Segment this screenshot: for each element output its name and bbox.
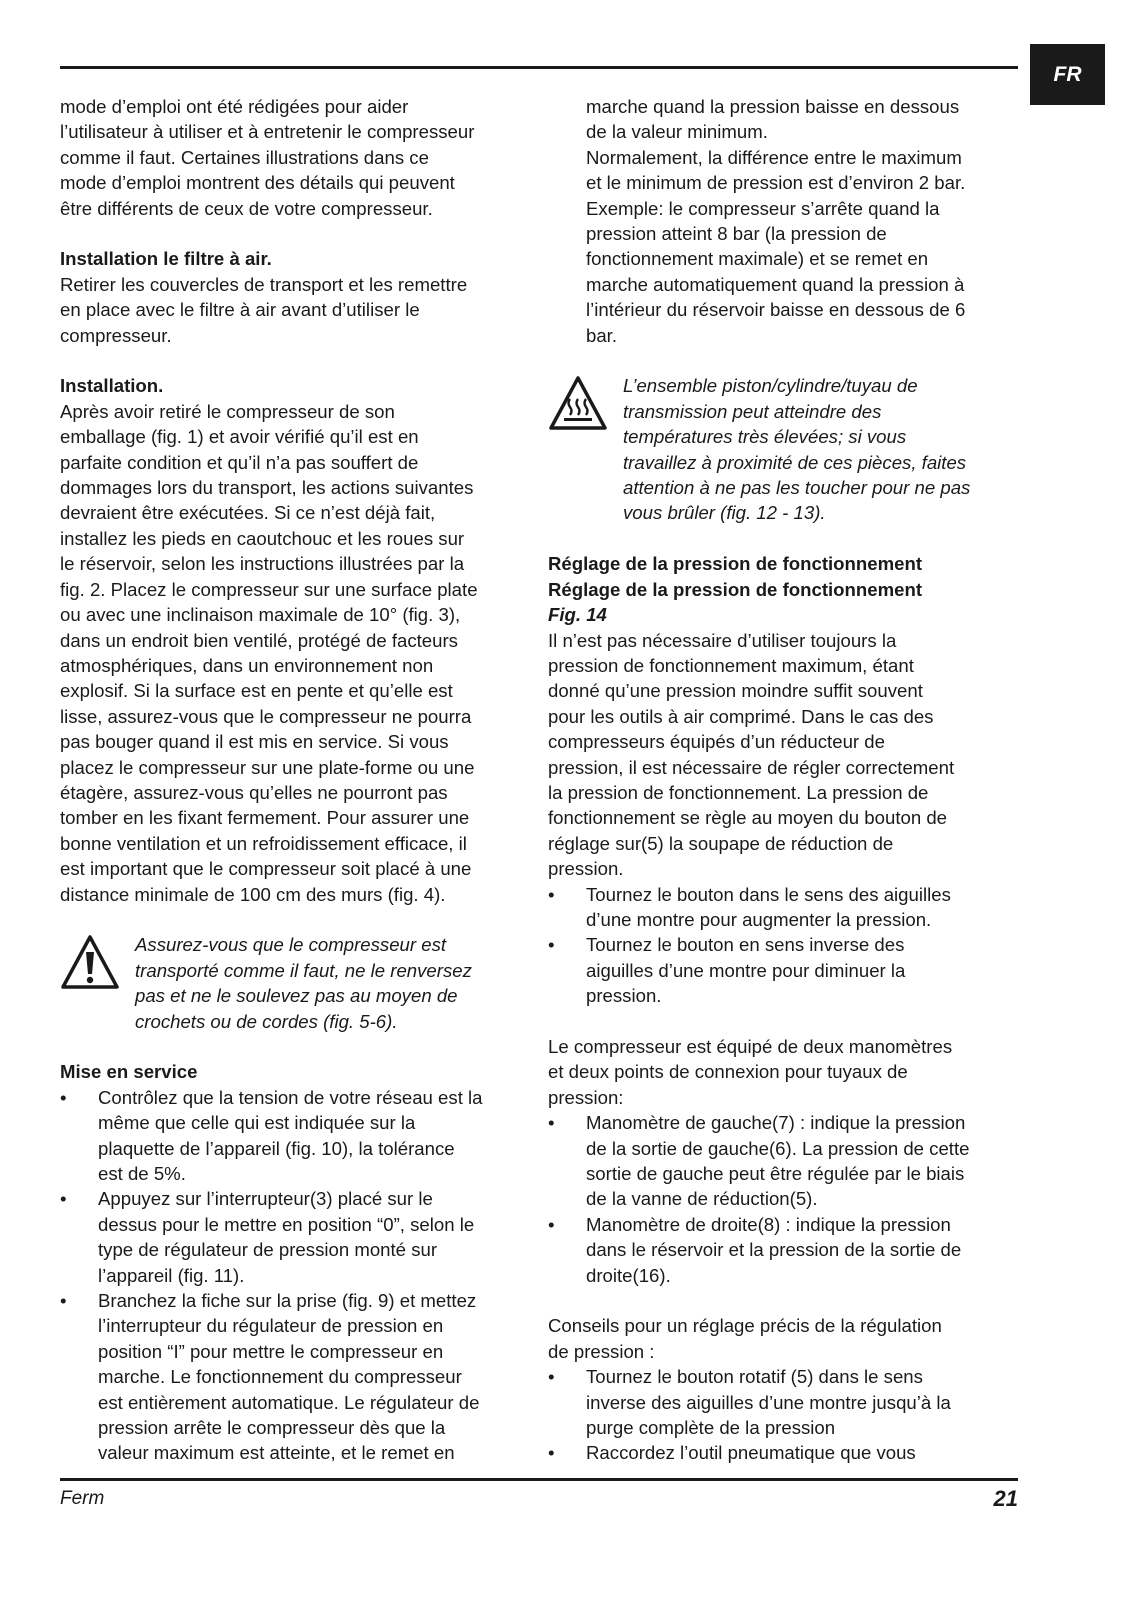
text-line: emballage (fig. 1) et avoir vérifié qu’il est en: [60, 426, 419, 448]
warning-icon: [60, 934, 120, 996]
text-line: Raccordez l’outil pneumatique que vous: [586, 1442, 916, 1464]
text-line: Assurez-vous que le compresseur est: [135, 934, 447, 956]
text-line: pour les outils à air comprimé. Dans le cas des: [548, 705, 934, 727]
text-line: crochets ou de cordes (fig. 5-6).: [135, 1010, 398, 1032]
text-line: pression arrête le compresseur dès que la: [98, 1417, 446, 1439]
transport-warning: [60, 932, 530, 1034]
text-line: tomber en les fixant fermement. Pour assurer une: [60, 807, 470, 829]
text-line: L’ensemble piston/cylindre/tuyau de: [623, 375, 918, 397]
text-line: marche. Le fonctionnement du compresseur: [98, 1366, 462, 1388]
text-line: Conseils pour un réglage précis de la régulation: [548, 1315, 942, 1337]
list-item: [548, 1364, 1018, 1440]
figure-reference: Fig. 14: [548, 604, 607, 626]
text-line: marche automatiquement quand la pression à: [586, 273, 965, 295]
text-line: Branchez la fiche sur la prise (fig. 9) et mettez: [98, 1290, 477, 1312]
page-number: 21: [993, 1486, 1018, 1511]
text-line: Retirer les couvercles de transport et les remettre: [60, 273, 468, 295]
text-line: Manomètre de droite(8) : indique la pression: [586, 1213, 951, 1235]
text-line: l’appareil (fig. 11).: [98, 1264, 245, 1286]
text-line: bonne ventilation et un refroidissement efficace, il: [60, 832, 467, 854]
text-line: de la vanne de réduction(5).: [586, 1188, 818, 1210]
air-filter-heading: Installation le filtre à air.: [60, 248, 272, 270]
text-line: Normalement, la différence entre le maximum: [586, 146, 962, 168]
text-line: aiguilles d’une montre pour diminuer la: [586, 959, 906, 981]
text-line: mode d’emploi montrent des détails qui peuvent: [60, 172, 455, 194]
text-line: Tournez le bouton rotatif (5) dans le sens: [586, 1366, 923, 1388]
text-line: compresseurs équipés d’un réducteur de: [548, 731, 885, 753]
bullet-marker: •: [548, 1112, 555, 1134]
text-line: pression de fonctionnement maximum, étant: [548, 654, 914, 676]
text-line: attention à ne pas les toucher pour ne pas: [623, 477, 971, 499]
text-line: pression.: [548, 858, 624, 880]
text-line: compresseur.: [60, 324, 172, 346]
list-item: [548, 1212, 1018, 1288]
text-line: Après avoir retiré le compresseur de son: [60, 400, 395, 422]
text-line: droite(16).: [586, 1264, 671, 1286]
text-line: position “I” pour mettre le compresseur en: [98, 1340, 444, 1362]
text-line: transmission peut atteindre des: [623, 400, 882, 422]
text-line: Le compresseur est équipé de deux manomètres: [548, 1035, 953, 1057]
header-rule: [60, 66, 1018, 69]
text-line: atmosphériques, dans un environnement non: [60, 654, 434, 676]
bullet-marker: •: [548, 883, 555, 905]
text-line: pression:: [548, 1086, 624, 1108]
text-line: pression, il est nécessaire de régler correctement: [548, 756, 955, 778]
manometer-paragraph: [548, 1034, 1018, 1110]
air-filter-paragraph: [60, 272, 530, 348]
text-line: installez les pieds en caoutchouc et les roues sur: [60, 527, 465, 549]
text-line: le réservoir, selon les instructions illustrées par la: [60, 553, 465, 575]
text-line: même que celle qui est indiquée sur la: [98, 1112, 416, 1134]
text-line: dommages lors du transport, les actions suivantes: [60, 477, 474, 499]
bullet-marker: •: [60, 1290, 67, 1312]
text-line: plaquette de l’appareil (fig. 10), la tolérance: [98, 1137, 455, 1159]
text-line: est entièrement automatique. Le régulateur de: [98, 1391, 480, 1413]
text-line: d’une montre pour augmenter la pression.: [586, 908, 932, 930]
text-line: Appuyez sur l’interrupteur(3) placé sur le: [98, 1188, 433, 1210]
text-line: de la sortie de gauche(6). La pression de cette: [586, 1137, 970, 1159]
text-line: être différents de ceux de votre compresseur.: [60, 197, 433, 219]
intro-paragraph: [60, 94, 530, 221]
text-line: pression atteint 8 bar (la pression de: [586, 223, 887, 245]
text-line: purge complète de la pression: [586, 1417, 836, 1439]
text-line: la pression de fonctionnement. La pression de: [548, 781, 929, 803]
text-line: marche quand la pression baisse en dessous: [586, 96, 960, 117]
list-item: [548, 1110, 1018, 1212]
list-item: [60, 1288, 530, 1466]
text-line: lisse, assurez-vous que le compresseur ne pourra: [60, 705, 472, 727]
text-line: Il n’est pas nécessaire d’utiliser toujours la: [548, 629, 897, 651]
bullet-marker: •: [548, 1213, 555, 1235]
text-line: parfaite condition et qu’il n’a pas souffert de: [60, 451, 419, 473]
list-item: [60, 1186, 530, 1288]
text-line: donné qu’une pression moindre suffit souvent: [548, 680, 923, 702]
text-line: type de régulateur de pression monté sur: [98, 1239, 438, 1261]
text-line: placez le compresseur sur une plate-forme ou une: [60, 756, 475, 778]
text-line: de pression :: [548, 1340, 655, 1362]
text-line: Tournez le bouton dans le sens des aiguilles: [586, 883, 951, 905]
text-line: travaillez à proximité de ces pièces, faites: [623, 451, 967, 473]
text-line: est important que le compresseur soit placé à une: [60, 858, 472, 880]
left-column: [60, 94, 530, 1466]
text-line: fig. 2. Placez le compresseur sur une surface plate: [60, 578, 478, 600]
text-line: l’utilisateur à utiliser et à entretenir le compresseur: [60, 121, 475, 143]
list-item: [60, 1085, 530, 1187]
text-line: transporté comme il faut, ne le renversez: [135, 959, 472, 981]
text-line: vous brûler (fig. 12 - 13).: [623, 502, 826, 524]
text-line: pas bouger quand il est mis en service. Si vous: [60, 731, 449, 753]
continuation-paragraph: [548, 94, 1018, 348]
text-line: températures très élevées; si vous: [623, 426, 907, 448]
text-line: dans le réservoir et la pression de la sortie de: [586, 1239, 962, 1261]
text-line: est de 5%.: [98, 1163, 186, 1184]
text-line: et deux points de connexion pour tuyaux de: [548, 1061, 908, 1083]
bullet-marker: •: [548, 1442, 555, 1464]
text-line: explosif. Si la surface est en pente et qu’elle est: [60, 680, 453, 702]
text-line: ou avec une inclinaison maximale de 10° (fig. 3),: [60, 604, 461, 626]
text-line: bar.: [586, 324, 618, 346]
text-line: dans un endroit bien ventilé, protégé de facteurs: [60, 629, 458, 651]
text-line: Tournez le bouton en sens inverse des: [586, 934, 905, 956]
list-item: [548, 882, 1018, 933]
hot-surface-warning: [548, 373, 1018, 525]
bullet-marker: •: [548, 934, 555, 956]
right-column: [548, 94, 1018, 1466]
text-line: pas et ne le soulevez pas au moyen de: [135, 985, 458, 1007]
list-item: [548, 1440, 1018, 1465]
language-tab: FR: [1030, 44, 1105, 105]
footer-rule: [60, 1478, 1018, 1481]
text-line: dessus pour le mettre en position “0”, selon le: [98, 1213, 475, 1235]
pressure-setting-paragraph: [548, 628, 1018, 882]
mise-en-service-heading: Mise en service: [60, 1061, 198, 1083]
text-line: en place avec le filtre à air avant d’utiliser le: [60, 299, 420, 321]
text-line: Exemple: le compresseur s’arrête quand la: [586, 197, 940, 219]
text-line: de la valeur minimum.: [586, 121, 768, 143]
text-line: l’intérieur du réservoir baisse en dessous de 6: [586, 299, 966, 321]
installation-paragraph: [60, 399, 530, 907]
bullet-marker: •: [60, 1086, 67, 1108]
list-item: [548, 932, 1018, 1008]
bullet-marker: •: [548, 1366, 555, 1388]
text-line: mode d’emploi ont été rédigées pour aider: [60, 96, 409, 117]
text-line: valeur maximum est atteinte, et le remet en: [98, 1442, 455, 1464]
text-line: fonctionnement se règle au moyen du bouton de: [548, 807, 948, 829]
text-line: comme il faut. Certaines illustrations dans ce: [60, 146, 429, 168]
installation-heading: Installation.: [60, 375, 164, 397]
footer-brand: Ferm: [60, 1488, 105, 1509]
pressure-setting-heading-repeat: Réglage de la pression de fonctionnement: [548, 578, 923, 600]
text-line: étagère, assurez-vous qu’elles ne pourront pas: [60, 781, 448, 803]
text-line: distance minimale de 100 cm des murs (fig. 4).: [60, 883, 446, 905]
text-line: devraient être exécutées. Si ce n’est déjà fait,: [60, 502, 436, 524]
text-line: l’interrupteur du régulateur de pression en: [98, 1315, 444, 1337]
text-line: et le minimum de pression est d’environ 2 bar.: [586, 172, 966, 194]
pressure-setting-heading: Réglage de la pression de fonctionnement: [548, 553, 923, 575]
text-line: réglage sur(5) la soupape de réduction de: [548, 832, 894, 854]
tips-paragraph: [548, 1313, 1018, 1364]
bullet-marker: •: [60, 1188, 67, 1210]
text-line: inverse des aiguilles d’une montre jusqu’à la: [586, 1391, 951, 1413]
text-line: sortie de gauche peut être régulée par le biais: [586, 1163, 965, 1185]
text-line: Contrôlez que la tension de votre réseau est la: [98, 1086, 483, 1108]
text-line: pression.: [586, 985, 662, 1007]
hot-surface-icon: [548, 375, 608, 437]
text-line: fonctionnement maximale) et se remet en: [586, 248, 929, 270]
text-line: Manomètre de gauche(7) : indique la pression: [586, 1112, 966, 1134]
